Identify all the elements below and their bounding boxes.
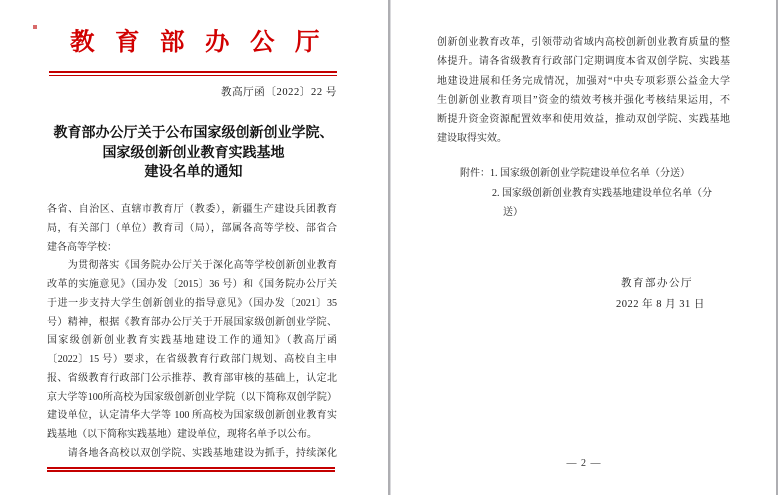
body-line: 京大学等100所高校为国家级创新创业学院（以下简称双创学院）	[47, 391, 337, 403]
scan-artifact-mark	[33, 25, 37, 29]
letterhead-agency-title: 教育部办公厅	[70, 29, 340, 56]
document-page-2	[392, 0, 776, 495]
document-title-line: 教育部办公厅关于公布国家级创新创业学院、	[53, 126, 334, 141]
body-line: 创新创业教育改革，引领带动省域内高校创新创业教育质量的整	[437, 37, 730, 48]
body-line: 〔2022〕15 号）要求，在省级教育行政部门规划、高校自主申	[47, 354, 337, 365]
body-line: 局，有关部门（单位）教育司（局），部属各高等学校、部省合	[47, 222, 337, 234]
body-line: 报、省级教育行政部门公示推荐、教育部审核的基础上，认定北	[47, 372, 337, 384]
body-line: 建设单位，认定清华大学等 100 所高校为国家级创新创业教育实	[47, 410, 337, 422]
document-reference-number: 教高厅函〔2022〕22 号	[220, 87, 337, 98]
body-line: 体提升。请各省级教育行政部门定期调度本省双创学院、实践基	[437, 56, 730, 68]
page-number: — 2 —	[566, 458, 602, 469]
signature-agency: 教育部办公厅	[621, 278, 693, 289]
body-line: 生创新创业教育项目”资金的绩效考核并强化考核结果运用，不	[437, 94, 730, 106]
attachment-list	[437, 164, 747, 223]
body-line: 请各地各高校以双创学院、实践基地建设为抓手，持续深化	[47, 447, 337, 459]
footer-rule-bottom	[47, 470, 335, 472]
signature-date: 2022 年 8 月 31 日	[616, 298, 705, 310]
body-line: 践基地（以下简称实践基地）建设单位，现将名单予以公布。	[47, 429, 317, 440]
document-title-line: 国家级创新创业教育实践基地	[102, 145, 285, 161]
document-title-line: 建设名单的通知	[144, 165, 243, 180]
body-line: 各省、自治区、直辖市教育厅（教委），新疆生产建设兵团教育	[47, 204, 337, 215]
body-line: 建设取得实效。	[437, 133, 507, 145]
body-line: 断提升资金资源配置效率和使用效益，推动双创学院、实践基地	[437, 114, 730, 126]
document-page-1	[0, 0, 387, 495]
page1-body-text	[47, 201, 337, 464]
letterhead-rule-top	[49, 71, 337, 73]
attachment-item-2: 2. 国家级创新创业教育实践基地建设单位名单（分	[492, 187, 712, 199]
attachment-item-1: 附件：1. 国家级创新创业学院建设单位名单（分送）	[460, 168, 690, 179]
page-edge-line	[776, 0, 778, 495]
body-line: 号）精神，根据《教育部办公厅关于开展国家级创新创业学院、	[47, 316, 337, 328]
body-line: 建各高等学校：	[47, 241, 117, 253]
attachment-item-2-continued: 送）	[503, 207, 523, 218]
body-line: 地建设进展和任务完成情况，加强对“中央专项彩票公益金大学	[437, 75, 730, 87]
page2-body-text	[437, 33, 730, 149]
body-line: 改革的实施意见》（国办发〔2015〕36 号）和《国务院办公厅关	[47, 279, 337, 290]
document-title	[0, 124, 387, 183]
body-line: 于进一步支持大学生创新创业的指导意见》（国办发〔2021〕35	[47, 297, 337, 309]
footer-rule-top	[47, 467, 335, 469]
letterhead-rule-top-thin	[49, 75, 337, 76]
page-divider-line-soft	[390, 0, 391, 495]
body-line: 国家级创新创业教育实践基地建设工作的通知》（教高厅函	[47, 335, 337, 347]
body-line: 为贯彻落实《国务院办公厅关于深化高等学校创新创业教育	[47, 260, 337, 272]
